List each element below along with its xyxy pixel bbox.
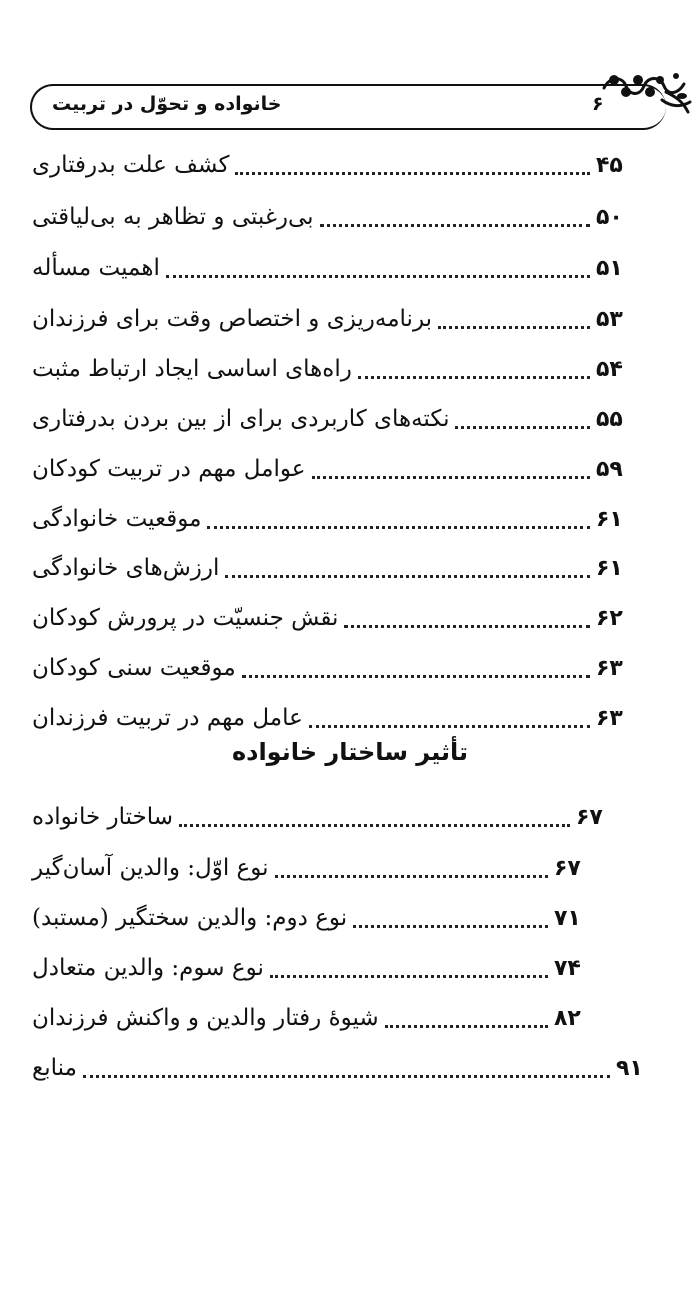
- dot-leader: [438, 326, 590, 329]
- toc-entry-page: ۴۵: [596, 152, 623, 178]
- toc-entry[interactable]: [32, 843, 588, 893]
- dot-leader: [166, 275, 590, 278]
- toc-entry-page: ۶۳: [596, 705, 623, 731]
- toc-entry-title: ساختار خانواده: [32, 804, 174, 830]
- toc-entry[interactable]: [32, 693, 630, 743]
- dot-leader: [83, 1075, 610, 1078]
- dot-leader: [312, 476, 591, 479]
- toc-entry[interactable]: [32, 140, 630, 190]
- toc-entry[interactable]: [32, 543, 630, 593]
- toc-entry-title: نوع سوم: والدین متعادل: [32, 955, 264, 981]
- page-number: ۶: [592, 93, 604, 115]
- toc-entry-title: عامل مهم در تربیت فرزندان: [32, 705, 303, 731]
- dot-leader: [344, 625, 590, 628]
- toc-entry[interactable]: [32, 593, 630, 643]
- toc-entry-page: ۸۲: [554, 1005, 581, 1031]
- running-header-title: خانواده و تحوّل در تربیت: [52, 93, 282, 115]
- toc-entry-page: ۶۲: [596, 605, 623, 631]
- toc-entry-page: ۶۷: [554, 855, 581, 881]
- dot-leader: [225, 575, 590, 578]
- toc-entry[interactable]: [32, 294, 630, 344]
- toc-entry-page: ۹۱: [616, 1055, 643, 1081]
- toc-entry[interactable]: [32, 394, 630, 444]
- dot-leader: [353, 925, 548, 928]
- toc-entry-page: ۶۱: [596, 506, 623, 532]
- dot-leader: [207, 526, 590, 529]
- toc-entry-page: ۵۰: [596, 204, 623, 230]
- toc-entry[interactable]: [32, 444, 630, 494]
- toc-entry-page: ۶۱: [596, 555, 623, 581]
- toc-entry-page: ۵۱: [596, 255, 623, 281]
- toc-entry-title: کشف علت بدرفتاری: [32, 152, 230, 178]
- dot-leader: [235, 172, 590, 175]
- toc-entry-page: ۶۷: [576, 804, 603, 830]
- toc-entry-title: برنامه‌ریزی و اختصاص وقت برای فرزندان: [32, 306, 433, 332]
- toc-entry[interactable]: [32, 943, 588, 993]
- toc-entry-page: ۵۹: [596, 456, 623, 482]
- toc-entry-page: ۵۵: [596, 406, 623, 432]
- dot-leader: [455, 426, 590, 429]
- section-heading: تأثیر ساختار خانواده: [231, 738, 469, 766]
- toc-entry-title: نقش جنسیّت در پرورش کودکان: [32, 605, 339, 631]
- toc-entry[interactable]: [32, 643, 630, 693]
- toc-entry[interactable]: [32, 494, 630, 544]
- toc-entry-title: منابع: [32, 1055, 77, 1081]
- toc-entry-page: ۷۴: [554, 955, 581, 981]
- toc-entry-title: موقعیت خانوادگی: [32, 506, 202, 532]
- toc-entry-title: اهمیت مسأله: [32, 255, 160, 281]
- dot-leader: [270, 975, 548, 978]
- dot-leader: [320, 224, 590, 227]
- toc-entry-title: راه‌های اساسی ایجاد ارتباط مثبت: [32, 356, 352, 382]
- toc-entry-page: ۵۴: [596, 356, 623, 382]
- dot-leader: [179, 824, 570, 827]
- toc-entry[interactable]: [32, 243, 630, 293]
- toc-entry-page: ۶۳: [596, 655, 623, 681]
- toc-entry-title: نوع اوّل: والدین آسان‌گیر: [32, 855, 269, 881]
- dot-leader: [309, 725, 590, 728]
- toc-entry-title: نوع دوم: والدین سختگیر (مستبد): [32, 905, 348, 931]
- toc-entry-title: عوامل مهم در تربیت کودکان: [32, 456, 306, 482]
- toc-entry-page: ۷۱: [554, 905, 581, 931]
- toc-entry[interactable]: [32, 893, 588, 943]
- dot-leader: [275, 875, 548, 878]
- dot-leader: [385, 1025, 548, 1028]
- toc-entry-page: ۵۳: [596, 306, 623, 332]
- toc-entry[interactable]: [32, 344, 630, 394]
- toc-entry-title: نکته‌های کاربردی برای از بین بردن بدرفتاری: [32, 406, 450, 432]
- toc-entry[interactable]: [32, 792, 610, 842]
- toc-entry[interactable]: [32, 1043, 650, 1093]
- toc-entry-title: موقعیت سنی کودکان: [32, 655, 236, 681]
- toc-entry-title: بی‌رغبتی و تظاهر به بی‌لیاقتی: [32, 204, 314, 230]
- dot-leader: [242, 675, 590, 678]
- floral-ornament-icon: [600, 66, 692, 118]
- toc-entry-title: ارزش‌های خانوادگی: [32, 555, 220, 581]
- dot-leader: [358, 376, 590, 379]
- toc-entry[interactable]: [32, 993, 588, 1043]
- toc-entry-title: شیوهٔ رفتار والدین و واکنش فرزندان: [32, 1005, 379, 1031]
- toc-entry[interactable]: [32, 192, 630, 242]
